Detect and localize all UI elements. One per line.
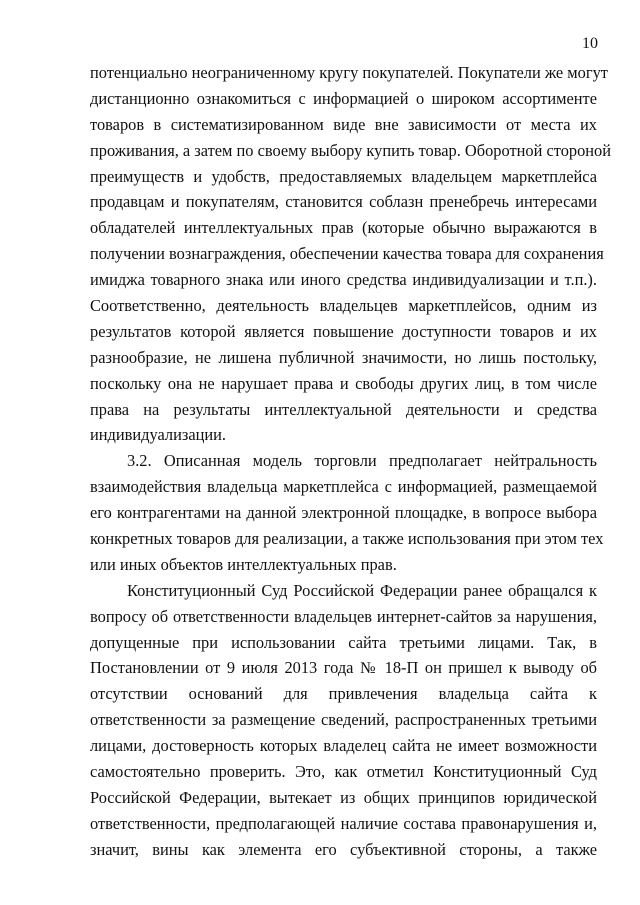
text-line: права на результаты интеллектуальной деятельности и средства	[90, 399, 597, 419]
text-line: самостоятельно проверить. Это, как отметил Конституционный Суд	[90, 762, 597, 782]
text-line: разнообразие, не лишена публичной значимости, но лишь постольку,	[90, 347, 597, 367]
text-line: ответственности за размещение сведений, распространенных третьими	[90, 710, 597, 730]
text-line: Соответственно, деятельность владельцев маркетплейсов, одним из	[90, 296, 597, 316]
text-line: получении вознаграждения, обеспечении качества товара для сохранения	[90, 244, 604, 264]
text-line: Конституционный Суд Российской Федерации ранее обращался к	[127, 580, 597, 600]
text-line: взаимодействия владельца маркетплейса с информацией, размещаемой	[90, 477, 597, 497]
text-line: конкретных товаров для реализации, а также использования при этом тех	[90, 529, 604, 549]
text-line: допущенные при использовании сайта третьими лицами. Так, в	[90, 632, 597, 652]
text-line: или иных объектов интеллектуальных прав.	[90, 554, 397, 574]
page-number: 10	[582, 35, 598, 52]
text-line: Российской Федерации, вытекает из общих принципов юридической	[90, 787, 597, 807]
text-line: лицами, достоверность которых владелец сайта не имеет возможности	[90, 736, 597, 756]
text-line: индивидуализации.	[90, 425, 227, 445]
text-line: имиджа товарного знака или иного средства индивидуализации и т.п.).	[90, 270, 597, 290]
body-text	[90, 60, 612, 863]
text-line: продавцам и покупателям, становится соблазн пренебречь интересами	[90, 192, 597, 212]
text-line: отсутствии оснований для привлечения владельца сайта к	[90, 684, 597, 704]
text-line: результатов которой является повышение доступности товаров и их	[90, 321, 597, 341]
text-line: 3.2. Описанная модель торговли предполагает нейтральность	[127, 451, 597, 471]
text-line: значит, вины как элемента его субъективной стороны, а также	[90, 839, 597, 859]
text-line: его контрагентами на данной электронной площадке, в вопросе выбора	[90, 503, 597, 523]
text-line: Постановлении от 9 июля 2013 года № 18-П он пришел к выводу об	[90, 658, 597, 678]
text-line: дистанционно ознакомиться с информацией о широком ассортименте	[90, 88, 597, 108]
text-line: вопросу об ответственности владельцев интернет-сайтов за нарушения,	[90, 606, 597, 626]
text-line: товаров в систематизированном виде вне зависимости от места их	[90, 114, 597, 134]
text-line: потенциально неограниченному кругу покупателей. Покупатели же могут	[90, 63, 608, 82]
text-line: поскольку она не нарушает права и свободы других лиц, в том числе	[90, 373, 597, 393]
text-line: проживания, а затем по своему выбору купить товар. Оборотной стороной	[90, 140, 612, 160]
text-line: преимуществ и удобств, предоставляемых владельцем маркетплейса	[90, 166, 597, 186]
text-line: ответственности, предполагающей наличие состава правонарушения и,	[90, 813, 597, 833]
text-line: обладателей интеллектуальных прав (которые обычно выражаются в	[90, 218, 597, 238]
